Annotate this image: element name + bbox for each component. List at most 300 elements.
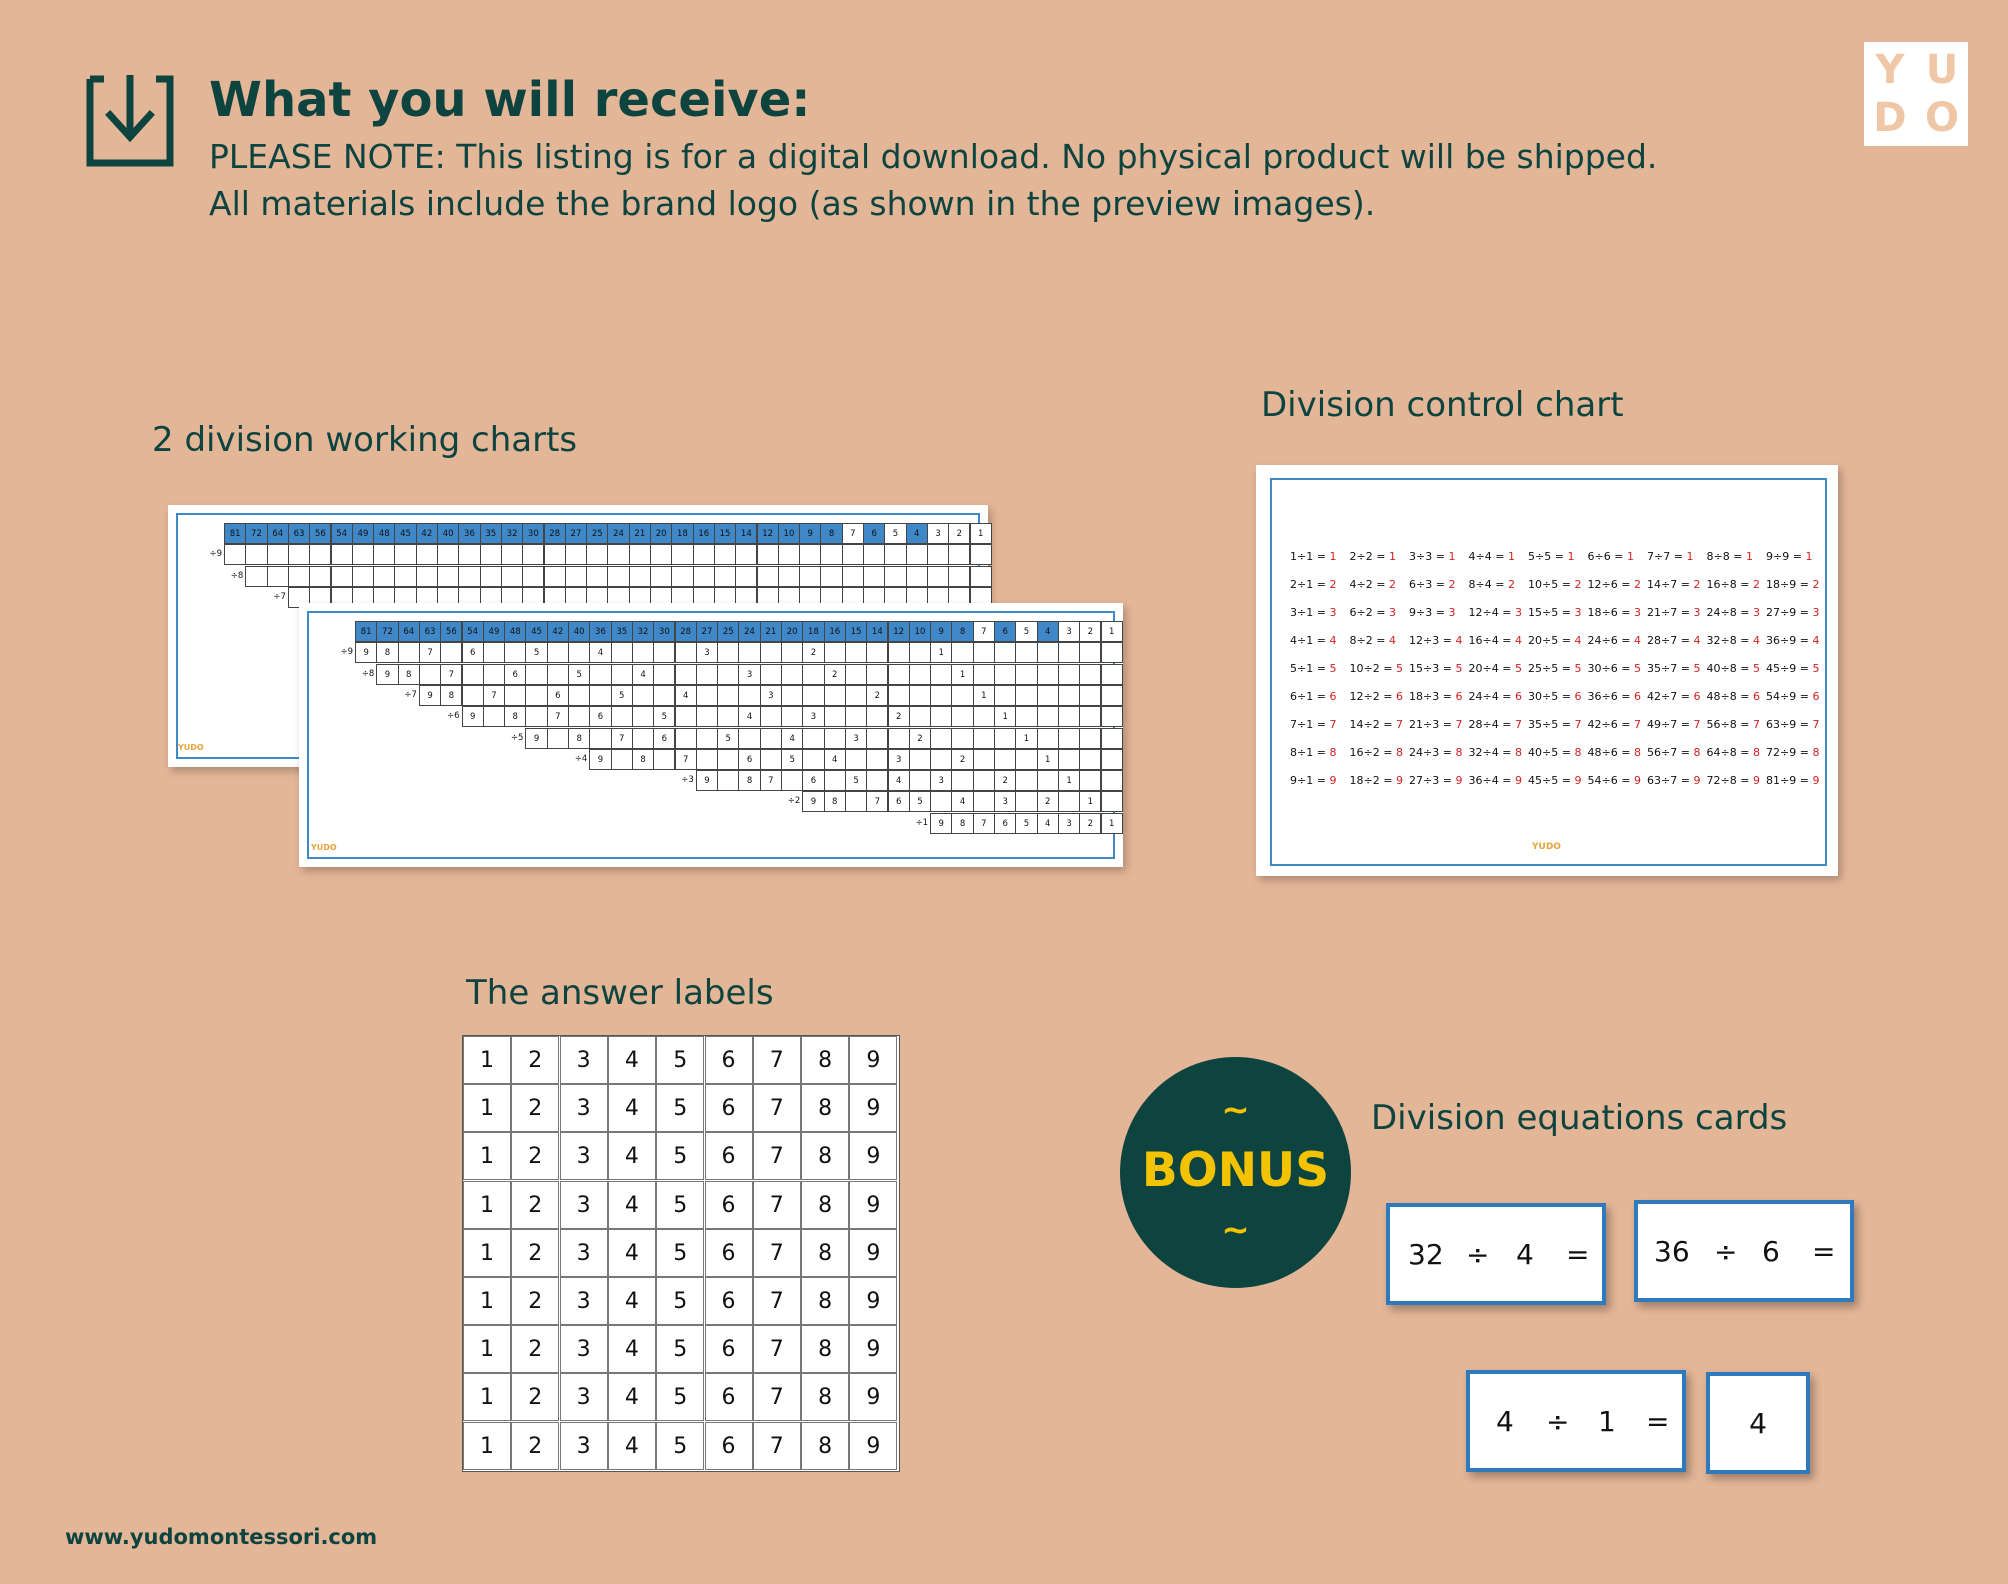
working-chart-cell: 3 xyxy=(738,664,760,685)
control-chart-expression: 9÷9 = xyxy=(1766,550,1806,563)
control-chart-expression: 3÷3 = xyxy=(1409,550,1449,563)
working-chart-header-cell: 54 xyxy=(331,523,353,544)
working-chart-cell xyxy=(994,685,1016,706)
working-chart-cell: 6 xyxy=(462,642,484,663)
working-chart-cell xyxy=(951,642,973,663)
answer-label: 6 xyxy=(705,1373,753,1421)
control-chart-expression: 40÷8 = xyxy=(1706,662,1753,675)
working-chart-cell xyxy=(586,566,608,587)
card-divisor: 1 xyxy=(1598,1404,1616,1438)
working-chart-cell: 4 xyxy=(589,642,611,663)
control-chart-equation xyxy=(1528,550,1574,563)
working-chart-cell xyxy=(909,664,931,685)
working-chart-cell: 6 xyxy=(738,749,760,770)
working-chart-cell xyxy=(696,664,718,685)
control-chart-equation xyxy=(1707,634,1760,647)
control-chart-answer: 3 xyxy=(1812,606,1820,619)
working-chart-cell: 8 xyxy=(951,813,973,834)
control-chart-expression: 16÷4 = xyxy=(1468,634,1515,647)
answer-label: 3 xyxy=(560,1036,608,1084)
control-chart-equation xyxy=(1707,690,1760,703)
control-chart-answer: 7 xyxy=(1752,718,1760,731)
answer-label: 8 xyxy=(801,1325,849,1373)
working-chart-cell xyxy=(1015,791,1037,812)
working-chart-cell xyxy=(802,664,824,685)
control-chart-answer: 1 xyxy=(1686,550,1694,563)
working-chart-cell xyxy=(462,685,484,706)
control-chart-equation xyxy=(1707,662,1760,675)
working-chart-cell xyxy=(778,566,800,587)
logo-letter: Y xyxy=(1875,47,1905,93)
working-chart-cell: 4 xyxy=(675,685,697,706)
working-chart-cell xyxy=(1079,642,1101,663)
answer-label: 4 xyxy=(608,1036,656,1084)
working-chart-cell xyxy=(1101,728,1123,749)
working-chart-cell xyxy=(607,566,629,587)
answer-label: 5 xyxy=(656,1084,704,1132)
working-chart-cell: 1 xyxy=(1037,749,1059,770)
working-chart-cell xyxy=(629,544,651,565)
working-chart-cell xyxy=(675,728,697,749)
control-chart-answer: 3 xyxy=(1574,606,1582,619)
answer-label: 8 xyxy=(801,1181,849,1229)
answer-label: 3 xyxy=(560,1277,608,1325)
control-chart-expression: 12÷2 = xyxy=(1349,690,1396,703)
website-url[interactable]: www.yudomontessori.com xyxy=(65,1525,378,1549)
control-chart-equation xyxy=(1409,718,1462,731)
control-chart-expression: 14÷7 = xyxy=(1647,578,1694,591)
working-chart-cell xyxy=(781,685,803,706)
control-chart-equation xyxy=(1350,662,1403,675)
control-chart-answer: 4 xyxy=(1388,634,1396,647)
control-chart-answer: 7 xyxy=(1395,718,1403,731)
control-chart-expression: 18÷9 = xyxy=(1766,578,1813,591)
working-chart-cell xyxy=(930,791,952,812)
answer-label: 2 xyxy=(511,1084,559,1132)
working-chart-header-cell: 63 xyxy=(288,523,310,544)
working-chart-cell xyxy=(568,642,590,663)
working-chart-cell: 7 xyxy=(547,706,569,727)
control-chart-equation xyxy=(1469,550,1515,563)
working-chart-cell: 4 xyxy=(1037,813,1059,834)
working-chart-cell: 3 xyxy=(994,791,1016,812)
working-chart-cell xyxy=(970,566,992,587)
working-chart-header-cell: 8 xyxy=(951,621,973,642)
control-chart-answer: 4 xyxy=(1455,634,1463,647)
working-chart-cell xyxy=(589,728,611,749)
control-chart-equation xyxy=(1766,718,1819,731)
control-chart-equation xyxy=(1647,578,1700,591)
working-chart-cell: 5 xyxy=(611,685,633,706)
working-chart-cell xyxy=(909,749,931,770)
control-chart-answer: 4 xyxy=(1752,634,1760,647)
working-chart-cell: 9 xyxy=(525,728,547,749)
control-chart-expression: 4÷1 = xyxy=(1290,634,1330,647)
working-chart-cell xyxy=(824,770,846,791)
working-chart-cell xyxy=(675,664,697,685)
working-chart-cell xyxy=(738,642,760,663)
working-chart-cell xyxy=(504,685,526,706)
control-chart-equation xyxy=(1647,746,1700,759)
working-chart-cell: 1 xyxy=(1058,770,1080,791)
answer-label: 7 xyxy=(753,1084,801,1132)
control-chart-equation xyxy=(1766,634,1819,647)
control-chart-equation xyxy=(1647,690,1700,703)
control-chart-answer: 1 xyxy=(1388,550,1396,563)
working-chart-cell xyxy=(394,566,416,587)
control-chart-expression: 8÷8 = xyxy=(1706,550,1746,563)
answer-label: 4 xyxy=(608,1422,656,1470)
working-chart-cell xyxy=(760,728,782,749)
working-chart-cell xyxy=(845,791,867,812)
control-chart-answer: 1 xyxy=(1507,550,1515,563)
working-chart-cell xyxy=(930,749,952,770)
working-chart-cell xyxy=(288,566,310,587)
working-chart-cell xyxy=(1079,706,1101,727)
working-chart-cell xyxy=(394,544,416,565)
control-chart-equation xyxy=(1350,550,1396,563)
control-chart-expression: 48÷6 = xyxy=(1587,746,1634,759)
working-chart-header-cell: 36 xyxy=(589,621,611,642)
control-chart-expression: 15÷3 = xyxy=(1409,662,1456,675)
working-chart-header-cell: 24 xyxy=(738,621,760,642)
control-chart-expression: 5÷1 = xyxy=(1290,662,1330,675)
control-chart-equation xyxy=(1588,718,1641,731)
control-chart-expression: 9÷1 = xyxy=(1290,774,1330,787)
control-chart-answer: 4 xyxy=(1329,634,1337,647)
working-chart-header-cell: 21 xyxy=(760,621,782,642)
control-chart-equation xyxy=(1766,578,1819,591)
working-chart-cell xyxy=(1037,728,1059,749)
working-chart-cell xyxy=(824,728,846,749)
working-chart-cell xyxy=(717,749,739,770)
answer-label: 7 xyxy=(753,1277,801,1325)
working-chart-cell xyxy=(820,544,842,565)
working-chart-cell: 2 xyxy=(951,749,973,770)
control-chart-expression: 16÷8 = xyxy=(1706,578,1753,591)
working-chart-cell xyxy=(951,770,973,791)
working-chart-header-cell: 20 xyxy=(650,523,672,544)
answer-label: 8 xyxy=(801,1036,849,1084)
working-chart-cell: 4 xyxy=(632,664,654,685)
answer-label: 9 xyxy=(849,1325,897,1373)
working-chart-cell xyxy=(781,770,803,791)
working-chart-cell xyxy=(437,566,459,587)
working-chart-header-cell: 9 xyxy=(930,621,952,642)
control-chart-answer: 7 xyxy=(1693,718,1701,731)
answer-label: 3 xyxy=(560,1132,608,1180)
answer-label: 8 xyxy=(801,1277,849,1325)
control-chart-equation xyxy=(1290,774,1336,787)
working-chart-cell xyxy=(845,642,867,663)
control-chart-equation xyxy=(1469,578,1515,591)
control-chart-answer: 9 xyxy=(1633,774,1641,787)
equation-cards-label: Division equations cards xyxy=(1371,1098,1788,1138)
control-chart-equation xyxy=(1469,718,1522,731)
working-chart-cell xyxy=(717,685,739,706)
control-chart-equation xyxy=(1647,550,1693,563)
working-chart-cell xyxy=(781,664,803,685)
working-chart-cell: 6 xyxy=(653,728,675,749)
working-chart-cell: 2 xyxy=(824,664,846,685)
card-equals: = xyxy=(1646,1404,1670,1438)
working-chart-cell xyxy=(568,706,590,727)
working-chart-header-cell: 8 xyxy=(820,523,842,544)
control-chart-answer: 2 xyxy=(1812,578,1820,591)
answer-label: 3 xyxy=(560,1373,608,1421)
control-chart-expression: 24÷3 = xyxy=(1409,746,1456,759)
working-chart-header-cell: 4 xyxy=(906,523,928,544)
answer-label: 6 xyxy=(705,1325,753,1373)
working-chart-cell xyxy=(1079,749,1101,770)
working-chart-cell xyxy=(1058,706,1080,727)
working-chart-header-cell: 12 xyxy=(757,523,779,544)
working-chart-cell xyxy=(547,728,569,749)
control-chart-expression: 18÷2 = xyxy=(1349,774,1396,787)
working-chart-cell xyxy=(909,685,931,706)
working-chart-cell xyxy=(653,685,675,706)
control-chart-answer: 7 xyxy=(1329,718,1337,731)
control-chart-equation xyxy=(1707,774,1760,787)
working-chart-cell xyxy=(738,685,760,706)
working-chart-header-cell: 28 xyxy=(675,621,697,642)
working-chart-header-cell: 56 xyxy=(440,621,462,642)
answer-label: 9 xyxy=(849,1422,897,1470)
control-chart-answer: 6 xyxy=(1455,690,1463,703)
working-chart-row-label: ÷6 xyxy=(446,711,460,722)
working-chart-cell: 8 xyxy=(376,642,398,663)
answer-label: 5 xyxy=(656,1373,704,1421)
control-chart-expression: 4÷4 = xyxy=(1468,550,1508,563)
working-chart-cell xyxy=(525,685,547,706)
answer-label: 1 xyxy=(463,1181,511,1229)
control-chart-expression: 40÷5 = xyxy=(1528,746,1575,759)
brand-logo xyxy=(1864,42,1968,146)
answer-label: 7 xyxy=(753,1132,801,1180)
working-chart-cell xyxy=(760,664,782,685)
working-chart-cell xyxy=(973,728,995,749)
working-chart-cell xyxy=(589,685,611,706)
control-chart-expression: 12÷3 = xyxy=(1409,634,1456,647)
control-chart-equation xyxy=(1707,606,1760,619)
control-chart-answer: 9 xyxy=(1752,774,1760,787)
control-chart-expression: 42÷7 = xyxy=(1647,690,1694,703)
control-chart-expression: 28÷4 = xyxy=(1468,718,1515,731)
working-chart-cell xyxy=(650,566,672,587)
answer-label: 2 xyxy=(511,1036,559,1084)
control-chart-equation xyxy=(1290,746,1336,759)
control-chart-answer: 7 xyxy=(1633,718,1641,731)
working-chart-cell: 6 xyxy=(547,685,569,706)
working-chart-cell: 6 xyxy=(994,813,1016,834)
working-chart-cell xyxy=(824,706,846,727)
control-chart-expression: 4÷2 = xyxy=(1349,578,1389,591)
working-chart-cell xyxy=(483,664,505,685)
working-chart-cell: 1 xyxy=(951,664,973,685)
control-chart-answer: 7 xyxy=(1812,718,1820,731)
working-chart-cell: 1 xyxy=(1101,813,1123,834)
card-equals: = xyxy=(1566,1237,1590,1271)
control-chart-answer: 2 xyxy=(1693,578,1701,591)
working-chart-cell xyxy=(352,566,374,587)
working-chart-cell xyxy=(888,664,910,685)
control-chart-expression: 54÷9 = xyxy=(1766,690,1813,703)
working-chart-cell: 5 xyxy=(653,706,675,727)
control-chart-answer: 6 xyxy=(1752,690,1760,703)
working-chart-cell xyxy=(696,749,718,770)
working-chart-cell: 2 xyxy=(909,728,931,749)
working-chart-cell xyxy=(224,544,246,565)
control-chart-equation xyxy=(1528,634,1581,647)
working-chart-cell: 3 xyxy=(760,685,782,706)
working-chart-cell xyxy=(483,706,505,727)
working-chart-cell xyxy=(245,566,267,587)
control-chart-answer: 8 xyxy=(1752,746,1760,759)
working-chart-cell: 2 xyxy=(888,706,910,727)
control-chart-equation xyxy=(1588,662,1641,675)
working-chart-cell: 4 xyxy=(824,749,846,770)
working-chart-cell xyxy=(1101,791,1123,812)
working-chart-cell xyxy=(1015,664,1037,685)
working-chart-header-cell: 40 xyxy=(437,523,459,544)
working-chart-cell xyxy=(799,566,821,587)
control-chart-expression: 24÷4 = xyxy=(1468,690,1515,703)
control-chart-answer: 8 xyxy=(1812,746,1820,759)
working-chart-header-cell: 15 xyxy=(845,621,867,642)
working-chart-header-cell: 25 xyxy=(586,523,608,544)
working-chart-header-cell: 3 xyxy=(1058,621,1080,642)
working-chart-cell: 1 xyxy=(930,642,952,663)
answer-label: 4 xyxy=(608,1084,656,1132)
working-chart-cell: 7 xyxy=(675,749,697,770)
working-chart-cell: 5 xyxy=(568,664,590,685)
working-chart-cell xyxy=(1037,664,1059,685)
working-chart-header-cell: 48 xyxy=(504,621,526,642)
control-chart-equation xyxy=(1350,690,1403,703)
control-chart-equation xyxy=(1528,746,1581,759)
control-chart-expression: 48÷8 = xyxy=(1706,690,1753,703)
answer-label: 2 xyxy=(511,1181,559,1229)
working-chart-header-cell: 6 xyxy=(863,523,885,544)
control-chart-expression: 72÷9 = xyxy=(1766,746,1813,759)
working-chart-header-cell: 3 xyxy=(927,523,949,544)
working-chart-header-cell: 24 xyxy=(607,523,629,544)
control-chart-answer: 9 xyxy=(1812,774,1820,787)
answer-label: 2 xyxy=(511,1373,559,1421)
working-chart-cell xyxy=(1079,664,1101,685)
control-chart-expression: 6÷1 = xyxy=(1290,690,1330,703)
working-chart-cell: 1 xyxy=(1079,791,1101,812)
working-chart-cell xyxy=(973,706,995,727)
working-chart-header-cell: 2 xyxy=(1079,621,1101,642)
answer-label: 4 xyxy=(608,1373,656,1421)
control-chart-equation xyxy=(1766,746,1819,759)
control-chart-answer: 5 xyxy=(1514,662,1522,675)
control-chart-equation xyxy=(1588,606,1641,619)
working-chart-cell xyxy=(565,566,587,587)
working-chart-cell xyxy=(653,749,675,770)
answer-card xyxy=(1706,1372,1810,1474)
control-chart-expression: 7÷1 = xyxy=(1290,718,1330,731)
answer-label: 6 xyxy=(705,1422,753,1470)
control-chart-equation xyxy=(1409,662,1462,675)
answer-label: 2 xyxy=(511,1132,559,1180)
working-chart-cell xyxy=(547,642,569,663)
working-chart-cell xyxy=(845,685,867,706)
working-chart-cell xyxy=(927,544,949,565)
working-chart-cell xyxy=(909,642,931,663)
working-chart-cell xyxy=(994,664,1016,685)
working-chart-cell xyxy=(930,728,952,749)
control-chart-expression: 30÷6 = xyxy=(1587,662,1634,675)
working-chart-cell xyxy=(1058,749,1080,770)
working-chart-cell xyxy=(632,728,654,749)
working-chart-header-cell: 56 xyxy=(309,523,331,544)
control-chart-equation xyxy=(1528,662,1581,675)
control-chart-expression: 8÷1 = xyxy=(1290,746,1330,759)
working-chart-cell xyxy=(866,749,888,770)
control-chart-equation xyxy=(1350,774,1403,787)
control-chart-answer: 5 xyxy=(1329,662,1337,675)
answer-label: 9 xyxy=(849,1084,897,1132)
control-chart-expression: 16÷2 = xyxy=(1349,746,1396,759)
control-chart-equation xyxy=(1409,578,1455,591)
working-chart-cell xyxy=(565,544,587,565)
card-dividend: 32 xyxy=(1408,1237,1444,1271)
control-chart-equation xyxy=(1290,718,1336,731)
control-chart-answer: 3 xyxy=(1693,606,1701,619)
working-chart-cell xyxy=(888,685,910,706)
working-chart-row-label: ÷7 xyxy=(273,591,286,602)
working-chart-cell xyxy=(480,544,502,565)
working-chart-header-cell: 10 xyxy=(778,523,800,544)
working-chart-header-cell: 20 xyxy=(781,621,803,642)
control-chart-equation xyxy=(1469,690,1522,703)
working-chart-cell: 9 xyxy=(355,642,377,663)
working-chart-cell xyxy=(760,749,782,770)
control-chart-equation xyxy=(1350,606,1396,619)
control-chart-equation xyxy=(1350,746,1403,759)
working-chart-cell xyxy=(948,544,970,565)
working-chart-cell xyxy=(1101,770,1123,791)
control-chart-expression: 6÷3 = xyxy=(1409,578,1449,591)
control-chart-equation xyxy=(1469,634,1522,647)
control-chart-equation xyxy=(1528,774,1581,787)
control-chart-equation xyxy=(1647,662,1700,675)
working-chart-cell xyxy=(1079,728,1101,749)
working-chart-cell xyxy=(824,685,846,706)
brand-logo-note: All materials include the brand logo (as shown in the preview images). xyxy=(209,184,1376,223)
working-chart-header-cell: 4 xyxy=(1037,621,1059,642)
control-chart-expression: 24÷6 = xyxy=(1587,634,1634,647)
working-chart-cell xyxy=(973,749,995,770)
control-chart-expression: 32÷8 = xyxy=(1706,634,1753,647)
control-chart-equation xyxy=(1588,690,1641,703)
working-chart-cell xyxy=(1015,685,1037,706)
answer-label: 8 xyxy=(801,1084,849,1132)
answer-label: 9 xyxy=(849,1229,897,1277)
control-chart-equation xyxy=(1588,634,1641,647)
answer-label: 3 xyxy=(560,1181,608,1229)
working-chart-header-cell: 64 xyxy=(267,523,289,544)
equation-card xyxy=(1466,1370,1686,1472)
working-chart-cell xyxy=(632,685,654,706)
answer-label: 2 xyxy=(511,1325,559,1373)
working-chart-cell xyxy=(437,544,459,565)
control-chart-expression: 35÷7 = xyxy=(1647,662,1694,675)
answer-label: 9 xyxy=(849,1132,897,1180)
working-chart-cell xyxy=(245,544,267,565)
